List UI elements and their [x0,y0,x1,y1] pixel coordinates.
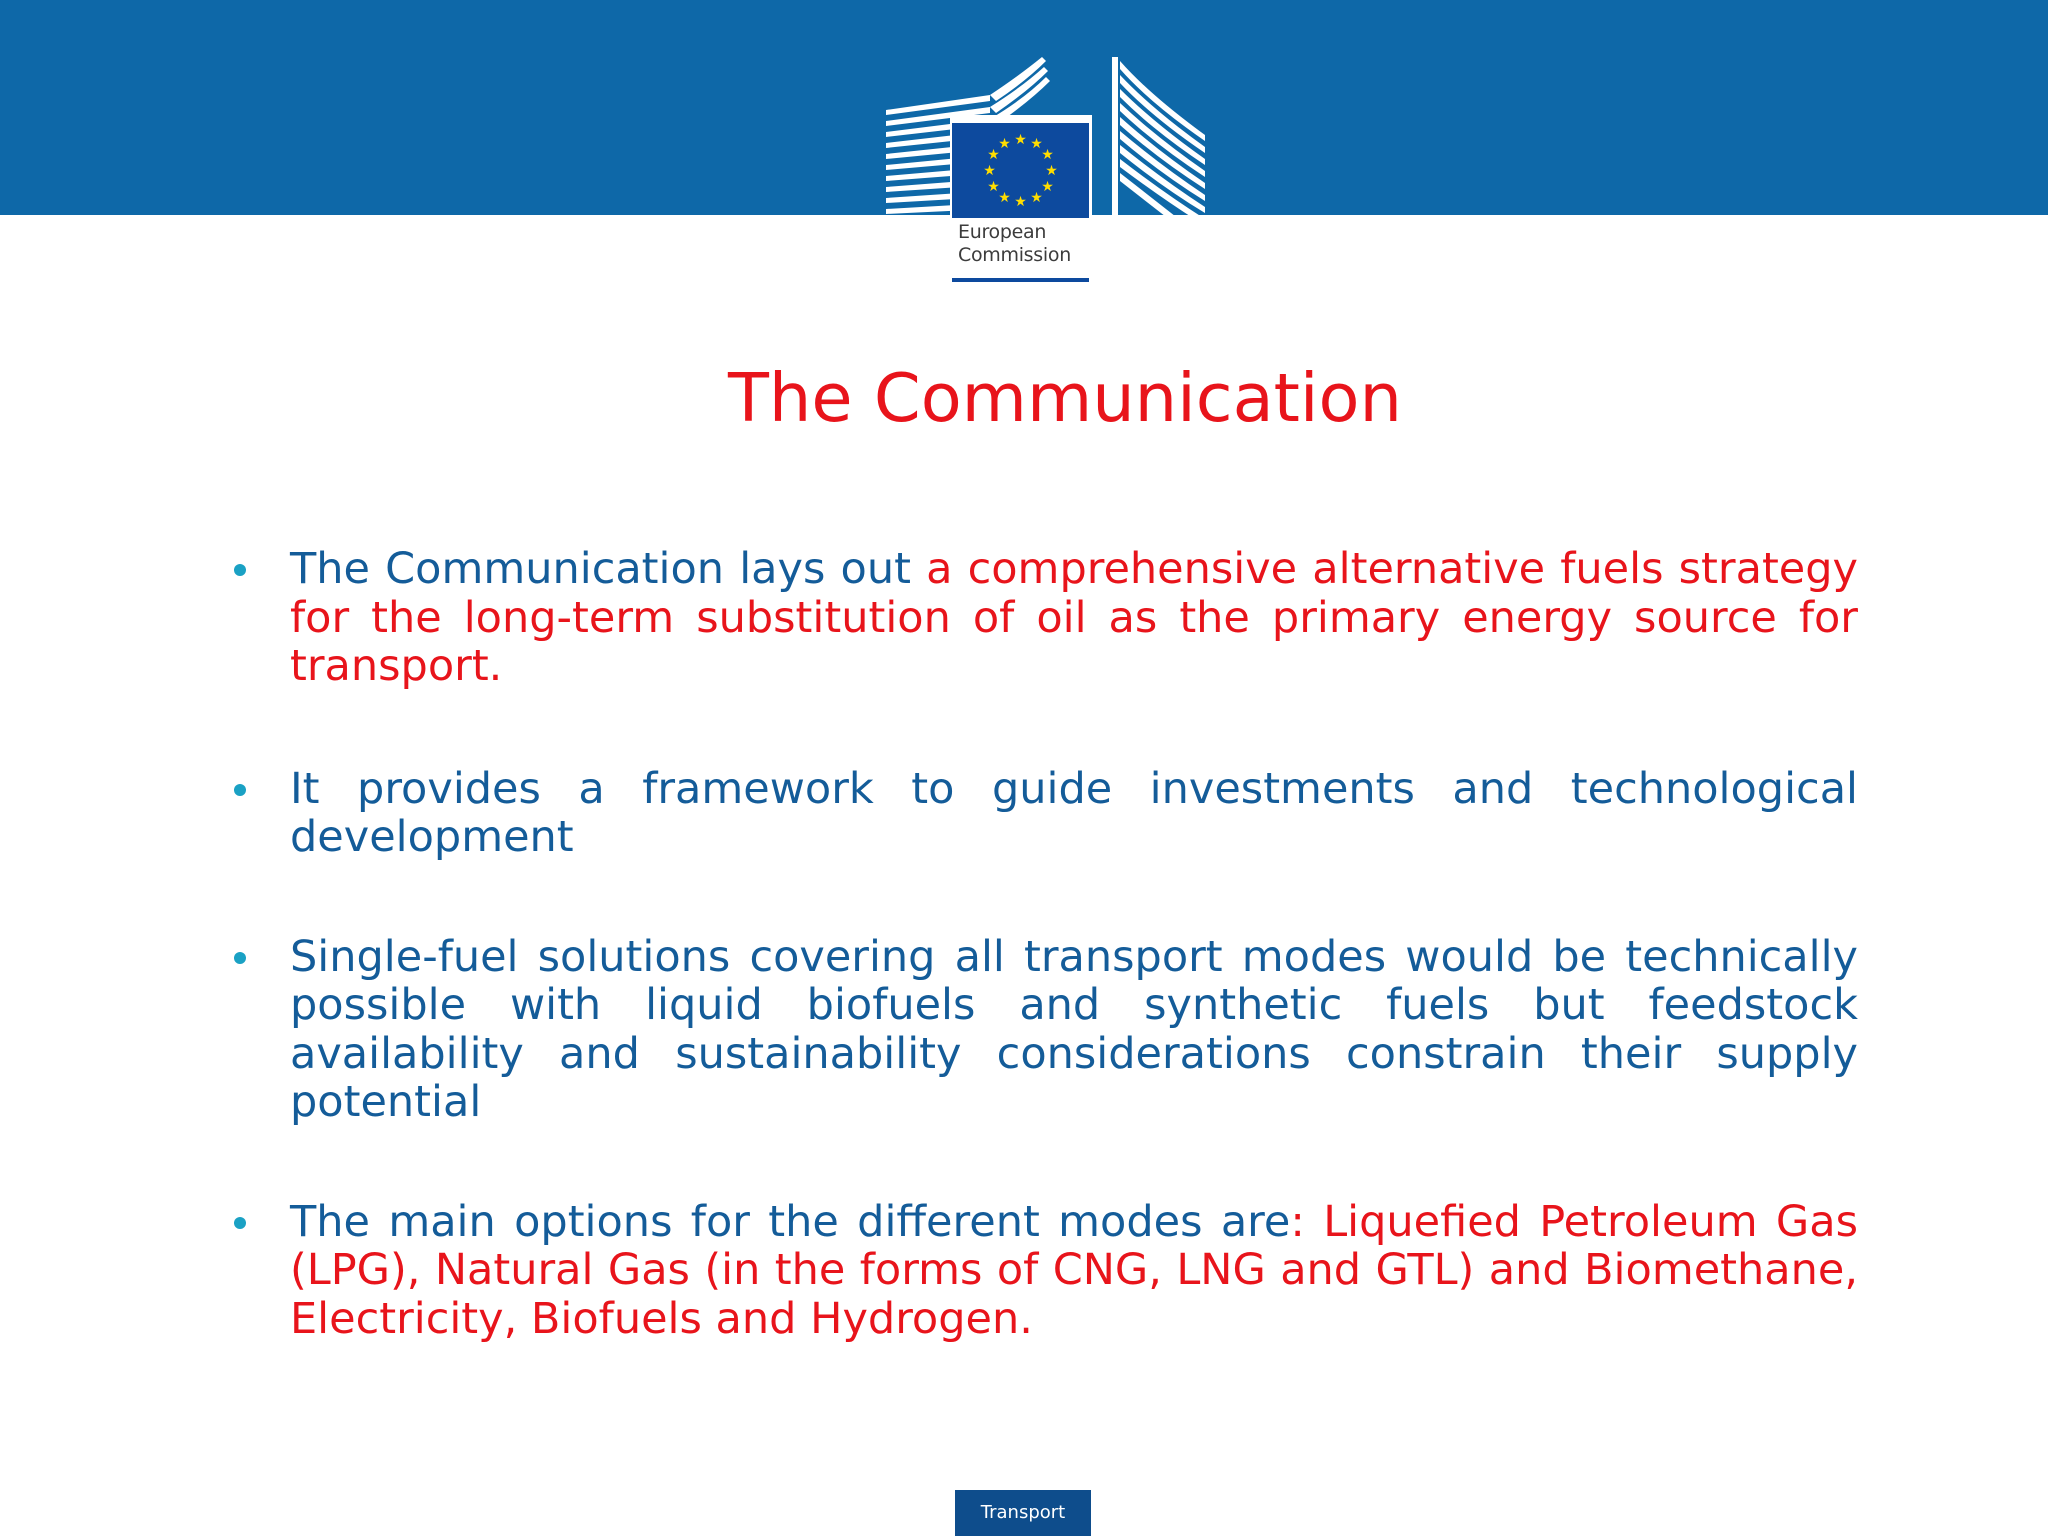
bullet-dot-icon [234,952,246,964]
svg-text:★: ★ [1041,179,1054,195]
bullet-dot-icon [234,784,246,796]
bullet-text: The main options for the different modes are [290,1196,1291,1247]
bullet-text-highlight: : Liquefied Petroleum Gas (LPG), Natural Gas (in the forms of CNG, LNG and GTL) and Biomethane, Electricity, Biofuels and Hydrogen. [290,1196,1858,1344]
svg-text:★: ★ [1014,194,1027,210]
svg-text:★: ★ [1030,190,1043,206]
svg-text:★: ★ [1030,136,1043,152]
bullet-dot-icon [234,564,246,576]
bullet-item [224,765,1858,862]
svg-text:★: ★ [987,179,1000,195]
bullet-list [224,545,1858,1343]
svg-text:★: ★ [998,136,1011,152]
bullet-dot-icon [234,1217,246,1229]
bullet-item [224,1198,1858,1344]
svg-text:★: ★ [1045,163,1058,179]
svg-text:★: ★ [1041,147,1054,163]
bullet-text: It provides a framework to guide investments and technological development [290,763,1858,862]
bullet-text-highlight: a comprehensive alternative fuels strategy for the long-term substitution of oil as the primary energy source for transport. [290,544,1858,691]
svg-text:★: ★ [998,190,1011,206]
bullet-text: Single-fuel solutions covering all transport modes would be technically possible with liquid biofuels and synthetic fuels but feedstock availability and sustainability considerations constrain their supply potential [290,931,1858,1127]
footer-section-tag: Transport [955,1490,1091,1536]
svg-text:★: ★ [983,163,996,179]
logo-text-european: European [958,221,1047,243]
bullet-text: The Communication lays out [290,544,927,594]
logo-text-commission: Commission [958,244,1071,266]
svg-text:★: ★ [987,147,1000,163]
bullet-item [224,545,1858,691]
bullet-item [224,933,1858,1127]
page-title: The Communication [728,359,1402,437]
svg-text:★: ★ [1014,132,1027,148]
